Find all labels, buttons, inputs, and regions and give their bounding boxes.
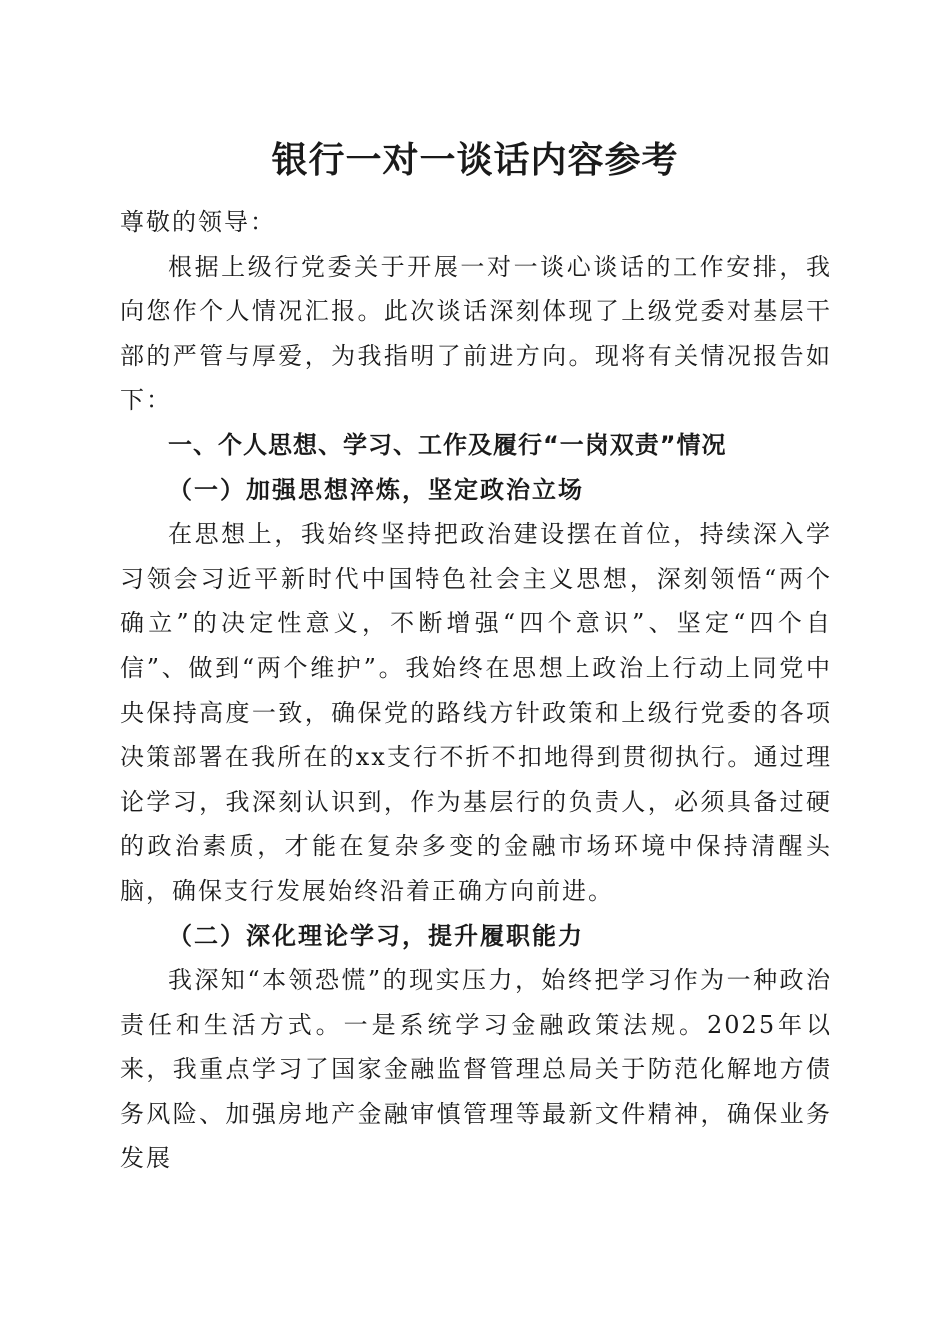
intro-paragraph: 根据上级行党委关于开展一对一谈心谈话的工作安排，我向您作个人情况汇报。此次谈话深刻体现了上级党委对基层干部的严管与厚爱，为我指明了前进方向。现将有关情况报告如下： [120,252,832,415]
subsection-1-paragraph: 在思想上，我始终坚持把政治建设摆在首位，持续深入学习领会习近平新时代中国特色社会主义思想，深刻领悟“两个确立”的决定性意义，不断增强“四个意识”、坚定“四个自信”、做到“两个维护”。我始终在思想上政治上行动上同党中央保持高度一致，确保党的路线方针政策和上级行党委的各项决策部署在我所在的xx支行不折不扣地得到贯彻执行。通过理论学习，我深刻认识到，作为基层行的负责人，必须具备过硬的政治素质，才能在复杂多变的金融市场环境中保持清醒头脑，确保支行发展始终沿着正确方向前进。 [120,520,832,905]
salutation: 尊敬的领导： [120,208,276,236]
document-body [120,200,832,1181]
subsection-2-heading: （二）深化理论学习，提升履职能力 [168,920,584,950]
subsection-2-paragraph: 我深知“本领恐慌”的现实压力，始终把学习作为一种政治责任和生活方式。一是系统学习金融政策法规。2025年以来，我重点学习了国家金融监督管理总局关于防范化解地方债务风险、加强房地产金融审慎管理等最新文件精神，确保业务发展 [120,966,832,1173]
document-title: 银行一对一谈话内容参考 [271,139,679,181]
section-1-heading: 一、个人思想、学习、工作及履行“一岗双责”情况 [168,430,727,459]
subsection-1-heading: （一）加强思想淬炼，坚定政治立场 [168,474,584,504]
